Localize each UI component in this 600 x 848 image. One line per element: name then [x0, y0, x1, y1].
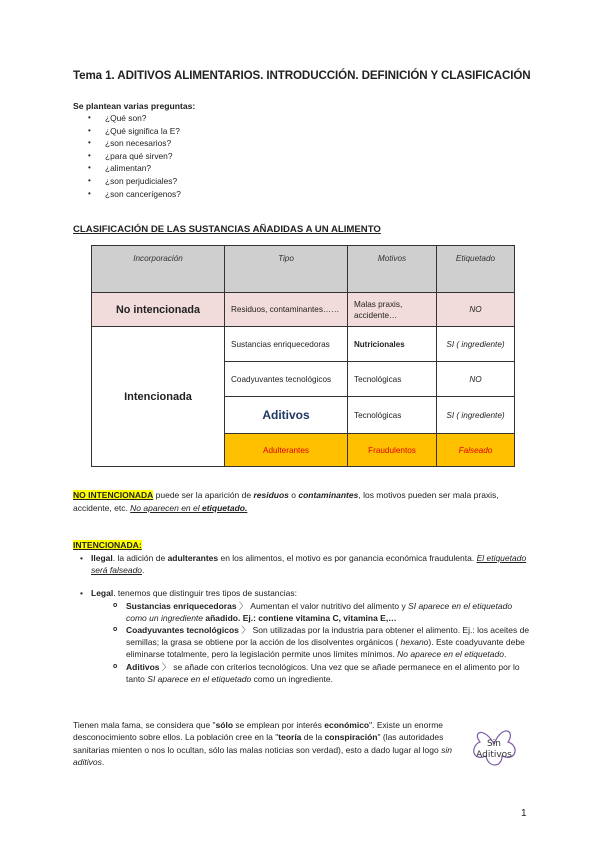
list-item: • ¿Qué significa la E? [73, 125, 181, 138]
text-run: sin aditivos [73, 744, 452, 768]
text-run: El etiquetado será falseado [91, 553, 527, 576]
text-run: . [503, 649, 507, 660]
text-run: Coadyuvantes tecnológicos [126, 625, 239, 636]
cell-tipo: Sustancias enriquecedoras [225, 327, 348, 362]
logo-text-line1: Sin [487, 739, 501, 749]
header-etiquetado: Etiquetado [437, 246, 515, 293]
text-run: SI aparece en el etiquetado como un ingrediente [126, 600, 513, 623]
text-run: ). Este coadyuvante debe eliminarse totalmente, pero la legislación permite unos límites mínimos. [126, 637, 525, 660]
text-run: SI aparece en el etiquetado [147, 673, 252, 684]
header-motivos: Motivos [348, 246, 437, 293]
cell-intencionada: Intencionada [92, 327, 225, 467]
list-item [73, 661, 533, 685]
chevron-right-icon: 〉 [161, 661, 171, 672]
intencionada-heading [73, 540, 142, 550]
cell-motivos: Tecnológicas [348, 397, 437, 434]
cell-tipo: Adulterantes [225, 434, 348, 467]
header-tipo: Tipo [225, 246, 348, 293]
text-run: , los motivos pueden ser mala praxis, accidente, etc. [73, 490, 499, 513]
logo-text-line2: Aditivos [476, 750, 512, 760]
text-run: Sustancias enriquecedoras [126, 600, 237, 611]
header-incorporacion: Incorporación [92, 246, 225, 293]
text-run: se añade con criterios tecnológicos. Una vez que se añade permanece en el alimento por lo tanto [126, 661, 520, 684]
list-item [73, 624, 533, 661]
text-run: adulterantes [167, 553, 219, 563]
text-run: Aditivos [126, 661, 160, 672]
list-item: • ¿para qué sirven? [73, 150, 181, 163]
text-run: ". Existe un enorme desconocimiento sobre ellos. La población cree en la " [73, 720, 444, 743]
text-run: se emplean por interés [233, 720, 325, 730]
list-item: • ¿son perjudiciales? [73, 175, 181, 188]
cell-etiquetado: NO [437, 362, 515, 397]
list-item [73, 600, 533, 624]
text-run: INTENCIONADA: [73, 540, 142, 550]
text-run: residuos [253, 490, 289, 500]
page-title: Tema 1. ADITIVOS ALIMENTARIOS. INTRODUCCIÓN. DEFINICIÓN Y CLASIFICACIÓN [73, 69, 531, 82]
text-run: Aumentan el valor nutritivo del alimento y [247, 600, 409, 611]
table-row [92, 327, 515, 362]
list-item: • ¿son necesarios? [73, 137, 181, 150]
text-run: Son utilizadas por la industria para obtener el alimento. Ej.: los aceites de semillas; la grasa se obtiene por la acción de los disolventes orgánicos ( [126, 625, 530, 648]
cell-motivos: Malas praxis, accidente… [348, 293, 437, 327]
text-run: de la [301, 732, 325, 743]
text-run: económico [324, 720, 370, 730]
text-run: contaminantes [298, 490, 359, 500]
list-item: • ¿Qué son? [73, 112, 181, 125]
cell-etiquetado: SI ( ingrediente) [437, 327, 515, 362]
list-item-ilegal [73, 552, 533, 576]
text-run: conspiración [324, 732, 378, 743]
cell-etiquetado: NO [437, 293, 515, 327]
text-run: . tenemos que distinguir tres tipos de sustancias: [113, 588, 297, 599]
chevron-right-icon: 〉 [241, 625, 251, 636]
no-intencionada-paragraph [73, 489, 533, 514]
text-run: sólo [215, 720, 234, 730]
text-run: Legal [91, 588, 114, 599]
text-run: como un ingrediente. [251, 673, 333, 684]
cell-tipo-aditivos: Aditivos [225, 397, 348, 434]
chevron-right-icon: 〉 [238, 600, 248, 611]
questions-intro: Se plantean varias preguntas: [73, 101, 196, 111]
page-number: 1 [521, 808, 527, 819]
text-run: Ilegal [91, 553, 113, 563]
cell-tipo: Residuos, contaminantes…… [225, 293, 348, 327]
cell-tipo: Coadyuvantes tecnológicos [225, 362, 348, 397]
text-run: No aparece en el etiquetado [397, 649, 504, 660]
cell-etiquetado: Falseado [437, 434, 515, 467]
text-run: No aparecen en el [130, 502, 202, 513]
text-run: etiquetado. [202, 502, 248, 513]
table-row [92, 293, 515, 327]
table-header-row [92, 246, 515, 293]
classification-table [91, 245, 515, 467]
closing-paragraph [73, 719, 461, 769]
cell-motivos: Tecnológicas [348, 362, 437, 397]
clover-icon [466, 722, 522, 770]
text-run: o [288, 490, 299, 500]
intencionada-list [73, 552, 533, 685]
list-item: • ¿son cancerígenos? [73, 188, 181, 201]
list-item-legal [73, 587, 533, 685]
text-run: en los alimentos, el motivo es por ganancia económica fraudulenta. [218, 553, 477, 563]
cell-motivos: Fraudulentos [348, 434, 437, 467]
text-run: " (las autoridades sanitarias mienten o nos lo ocultan, sólo las malas noticias son verdad), esto a dado lugar al logo [73, 732, 444, 755]
text-run: . [101, 757, 105, 768]
text-run: añadido. Ej.: contiene vitamina C, vitamina E,… [203, 612, 397, 623]
text-run: teoría [278, 732, 302, 743]
sin-aditivos-logo [466, 722, 522, 770]
cell-etiquetado: SI ( ingrediente) [437, 397, 515, 434]
section-heading: CLASIFICACIÓN DE LAS SUSTANCIAS AÑADIDAS A UN ALIMENTO [73, 224, 381, 235]
text-run: puede ser la aparición de [153, 490, 254, 500]
questions-list [73, 112, 181, 200]
legal-sublist [91, 600, 533, 685]
list-item: • ¿alimentan? [73, 162, 181, 175]
no-intencionada-lead: NO INTENCIONADA [73, 490, 154, 500]
text-run: hexano [400, 637, 429, 648]
cell-no-intencionada: No intencionada [92, 293, 225, 327]
text-run: Tienen mala fama, se considera que " [73, 720, 216, 730]
cell-motivos: Nutricionales [348, 327, 437, 362]
text-run: . la adición de [112, 553, 168, 563]
text-run: . [142, 565, 145, 576]
